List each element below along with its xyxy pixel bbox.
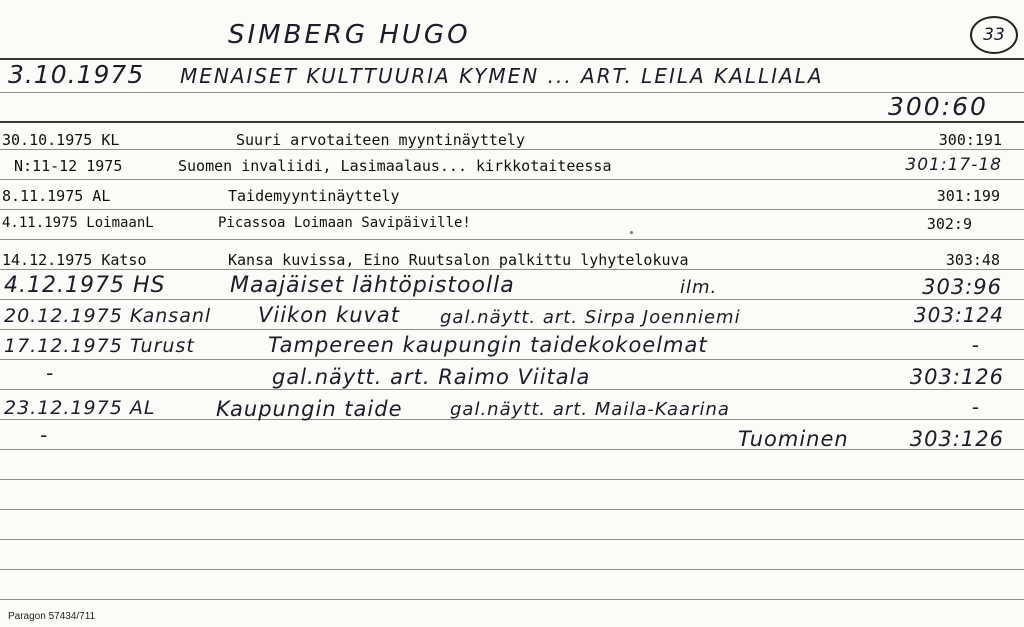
row-title: Maajäiset lähtöpistoolla (230, 273, 515, 298)
ruled-line (0, 209, 1024, 210)
ruled-line (0, 449, 1024, 450)
row-ref: 302:9 (926, 215, 972, 233)
row-ref: 303:96 (922, 275, 1002, 299)
ruled-line (0, 269, 1024, 270)
row-title: Tuominen (738, 427, 849, 451)
row-ref: 300:191 (938, 131, 1002, 149)
ruled-line (0, 479, 1024, 480)
ruled-line (0, 599, 1024, 600)
row-title: Kaupungin taide (216, 397, 403, 421)
row-date: 17.12.1975 Turust (4, 335, 195, 357)
ink-dot (630, 231, 633, 234)
row-title: Tampereen kaupungin taidekokoelmat (268, 333, 708, 357)
row-extra: gal.näytt. art. Sirpa Joenniemi (440, 307, 741, 328)
article-text: MENAISET KULTTUURIA KYMEN ... ART. LEILA KALLIALA (180, 64, 824, 88)
ruled-line (0, 569, 1024, 570)
ruled-line (0, 539, 1024, 540)
ruled-line (0, 299, 1024, 300)
row-date: 20.12.1975 Kansanl (4, 305, 212, 327)
row-date: - (46, 361, 55, 385)
row-title: gal.näytt. art. Raimo Viitala (272, 365, 591, 389)
article-date: 3.10.1975 (8, 60, 145, 89)
row-ref: 303:126 (909, 427, 1004, 451)
row-extra: ilm. (680, 277, 718, 298)
row-date: 30.10.1975 KL (2, 131, 120, 149)
row-date: - (40, 423, 49, 447)
card-name: SIMBERG HUGO (228, 20, 471, 50)
row-date: 23.12.1975 AL (4, 397, 156, 419)
ruled-line (0, 329, 1024, 330)
ruled-line (0, 121, 1024, 123)
ruled-line (0, 149, 1024, 150)
row-date: 14.12.1975 Katso (2, 251, 147, 269)
row-ref: 303:126 (909, 365, 1004, 389)
article-ref: 300:60 (888, 92, 988, 121)
card-footer: Paragon 57434/711 (8, 611, 96, 622)
row-date: 4.11.1975 LoimaanL (2, 215, 154, 231)
ruled-line (0, 92, 1024, 93)
ruled-line (0, 179, 1024, 180)
row-ref: 303:48 (945, 251, 1000, 269)
row-ref: - (971, 395, 980, 419)
ruled-line (0, 239, 1024, 240)
ruled-line (0, 359, 1024, 360)
ruled-line (0, 389, 1024, 390)
row-title: Kansa kuvissa, Eino Ruutsalon palkittu lyhytelokuva (228, 251, 689, 269)
row-extra: gal.näytt. art. Maila-Kaarina (450, 399, 730, 420)
ruled-line (0, 509, 1024, 510)
row-title: Viikon kuvat (258, 303, 401, 327)
row-ref: 301:17-18 (905, 155, 1002, 175)
card-number: 33 (983, 25, 1005, 45)
row-ref: - (971, 333, 980, 357)
ruled-line (0, 58, 1024, 60)
row-title: Suuri arvotaiteen myyntinäyttely (236, 131, 525, 149)
row-ref: 303:124 (913, 303, 1004, 327)
row-date: N:11-12 1975 (14, 157, 123, 175)
row-date: 4.12.1975 HS (4, 273, 166, 298)
row-title: Suomen invaliidi, Lasimaalaus... kirkkotaiteessa (178, 157, 612, 175)
row-title: Picassoa Loimaan Savipäiville! (218, 215, 471, 231)
card-number-badge (970, 16, 1018, 54)
row-date: 8.11.1975 AL (2, 187, 111, 205)
row-ref: 301:199 (936, 187, 1000, 205)
row-title: Taidemyyntinäyttely (228, 187, 400, 205)
